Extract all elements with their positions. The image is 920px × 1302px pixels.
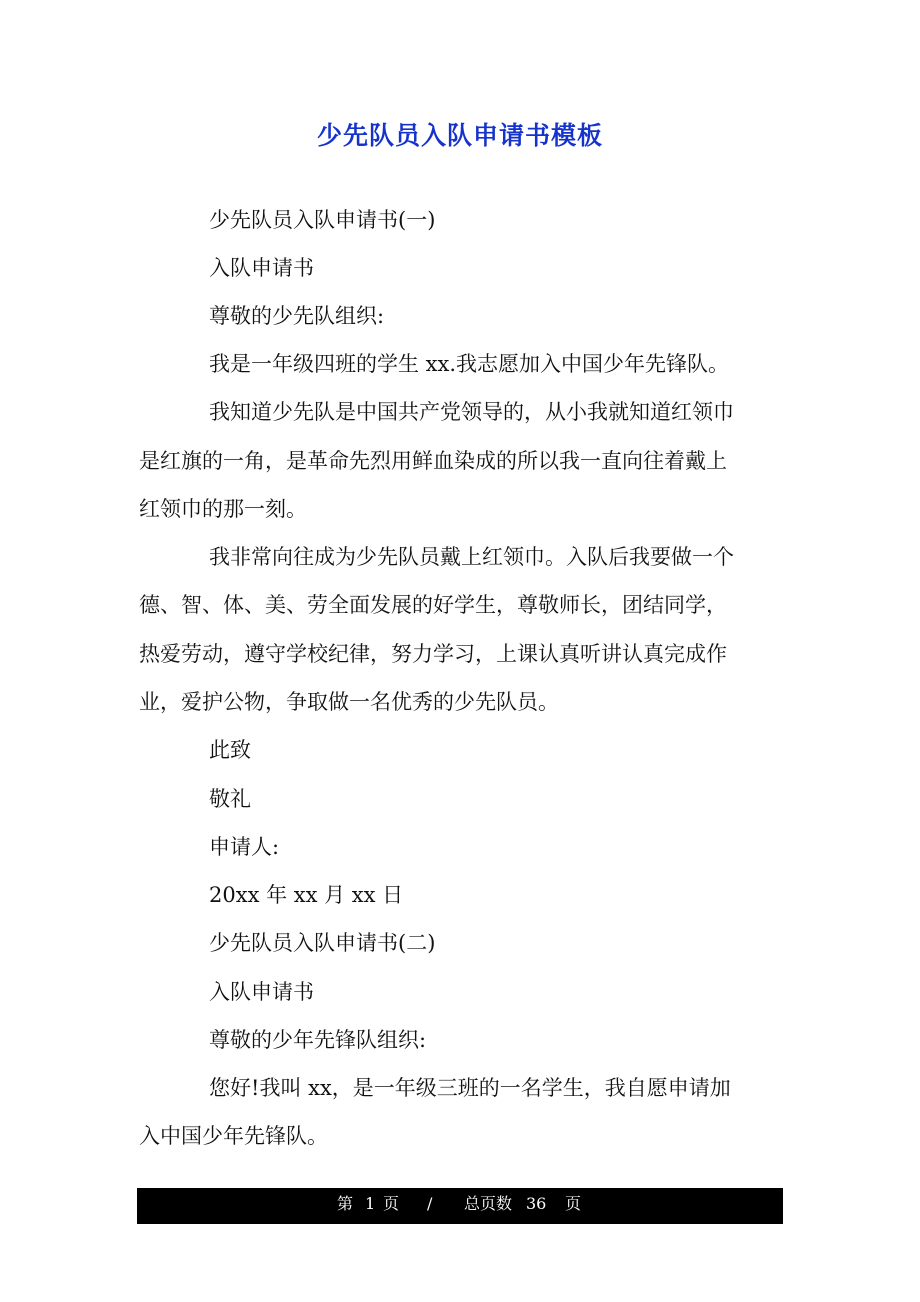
paragraph-line: 您好!我叫 xx，是一年级三班的一名学生，我自愿申请加 <box>209 1076 731 1100</box>
paragraph-line: 我是一年级四班的学生 xx.我志愿加入中国少年先锋队。 <box>209 352 730 376</box>
footer-separator: / <box>427 1194 433 1213</box>
paragraph-line: 是红旗的一角，是革命先烈用鲜血染成的所以我一直向往着戴上 <box>139 449 727 473</box>
footer-page-label: 第 <box>337 1194 354 1213</box>
salutation: 尊敬的少年先锋队组织: <box>209 1028 427 1052</box>
footer-page-unit: 页 <box>383 1194 400 1213</box>
paragraph-line: 入中国少年先锋队。 <box>139 1124 328 1148</box>
document-title: 少先队员入队申请书模板 <box>316 121 603 150</box>
paragraph-line: 业，爱护公物，争取做一名优秀的少先队员。 <box>139 690 559 714</box>
date-line: 20xx 年 xx 月 xx 日 <box>209 883 404 907</box>
salutation: 尊敬的少先队组织: <box>209 304 385 328</box>
paragraph-line: 德、智、体、美、劳全面发展的好学生，尊敬师长，团结同学， <box>139 593 727 617</box>
footer-page-number: 1 <box>365 1194 376 1213</box>
applicant-line: 申请人: <box>209 835 280 859</box>
letter-title: 入队申请书 <box>209 256 314 280</box>
footer-total-number: 36 <box>526 1194 547 1213</box>
paragraph-line: 我非常向往成为少先队员戴上红领巾。入队后我要做一个 <box>209 545 734 569</box>
footer-total-label: 总页数 <box>464 1194 513 1213</box>
closing-line: 敬礼 <box>209 787 251 811</box>
footer-total-unit: 页 <box>565 1194 582 1213</box>
section-heading-1: 少先队员入队申请书(一) <box>209 208 436 232</box>
section-heading-2: 少先队员入队申请书(二) <box>209 931 436 955</box>
letter-title: 入队申请书 <box>209 980 314 1004</box>
page-footer <box>137 1188 783 1224</box>
paragraph-line: 我知道少先队是中国共产党领导的，从小我就知道红领巾 <box>209 400 734 424</box>
paragraph-line: 红领巾的那一刻。 <box>139 497 307 521</box>
paragraph-line: 热爱劳动，遵守学校纪律，努力学习，上课认真听讲认真完成作 <box>139 642 727 666</box>
closing-line: 此致 <box>209 738 251 762</box>
